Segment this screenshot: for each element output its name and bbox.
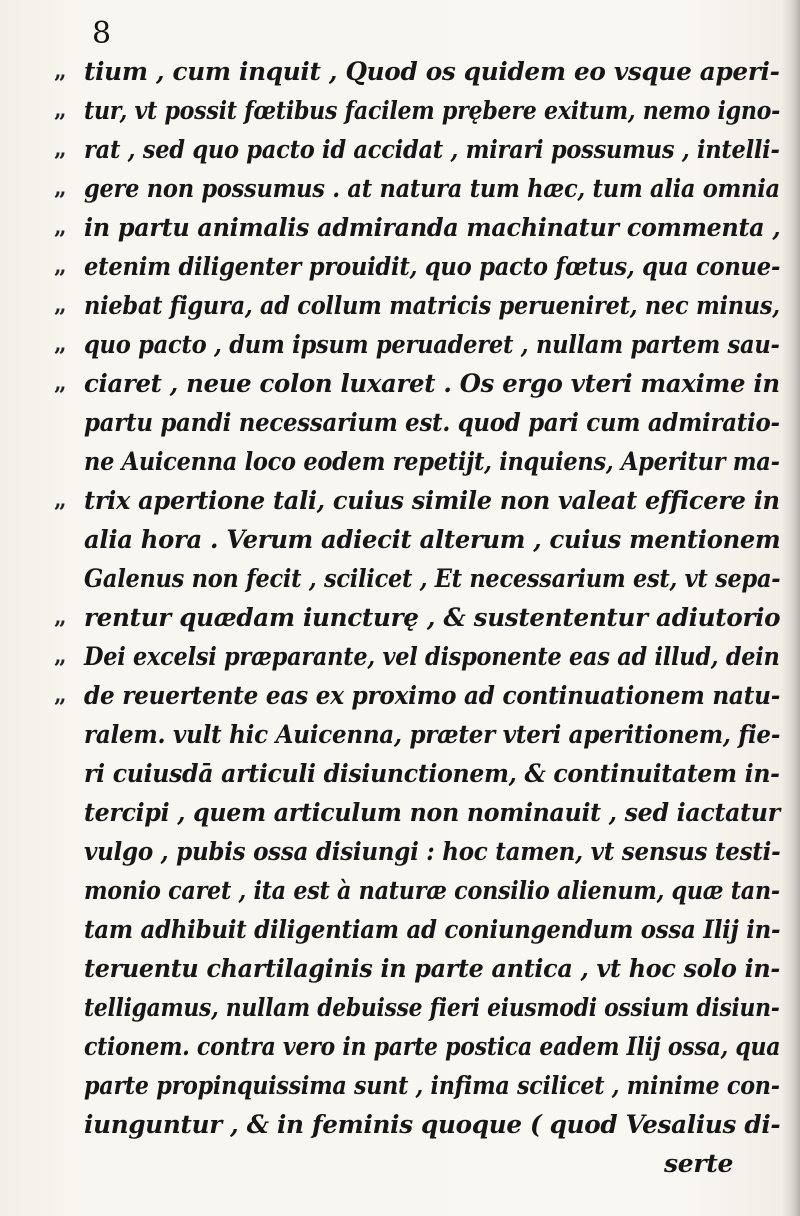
text-line [54,247,784,286]
line-text: monio caret , ita est à naturæ consilio alienum, quæ tan- [84,876,780,905]
text-line [54,637,784,676]
line-text: parte propinquissima sunt , infima scilicet , minime con- [84,1071,780,1100]
quote-mark: „ [54,370,67,396]
quote-mark: „ [54,97,67,123]
text-line [54,286,784,325]
text-line [54,715,784,754]
text-line [54,481,784,520]
text-line [54,871,784,910]
text-line [54,1066,784,1105]
line-text: iunguntur , & in feminis quoque ( quod Vesalius di- [84,1110,781,1139]
line-text: rentur quædam iuncturę , & sustententur adiutorio [84,603,781,632]
text-line [54,949,784,988]
page-number: 8 [92,16,112,51]
line-text: tur, vt possit fœtibus facilem prębere exitum, nemo igno- [84,96,781,125]
text-line [54,91,784,130]
text-line [54,520,784,559]
quote-mark: „ [54,487,67,513]
line-text: trix apertione tali, cuius simile non valeat efficere in [84,486,780,515]
quote-mark: „ [54,214,67,240]
line-text: in partu animalis admiranda machinatur commenta , [84,213,781,242]
text-line [54,1105,784,1144]
text-line [54,676,784,715]
line-text: etenim diligenter prouidit, quo pacto fœtus, qua conue- [84,252,781,281]
line-text: Dei excelsi præparante, vel disponente eas ad illud, dein [84,642,780,671]
text-line [54,832,784,871]
line-text: niebat figura, ad collum matricis perueniret, nec minus, [84,291,780,320]
quote-mark: „ [54,643,67,669]
text-line [54,988,784,1027]
line-text: de reuertente eas ex proximo ad continuationem natu- [84,681,781,710]
line-text: partu pandi necessarium est. quod pari cum admiratio- [84,408,780,437]
line-text: Galenus non fecit , scilicet , Et necessarium est, vt sepa- [84,564,781,593]
page-edge-shadow [782,0,800,1216]
line-text: quo pacto , dum ipsum peruaderet , nullam partem sau- [84,330,780,359]
text-line [54,52,784,91]
text-line [54,754,784,793]
text-line [54,910,784,949]
line-text: ciaret , neue colon luxaret . Os ergo vteri maxime in [84,369,780,398]
body-text [54,52,784,1183]
quote-mark: „ [54,682,67,708]
text-line [54,598,784,637]
text-line [54,208,784,247]
text-line [54,169,784,208]
line-text: tium , cum inquit , Quod os quidem eo vsque aperi- [84,57,780,86]
text-line [54,325,784,364]
line-text: tam adhibuit diligentiam ad coniungendum ossa Ilij in- [84,915,781,944]
line-text: teruentu chartilaginis in parte antica , vt hoc solo in- [84,954,781,983]
line-text: ralem. vult hic Auicenna, præter vteri aperitionem, fie- [84,720,781,749]
line-text: telligamus, nullam debuisse fieri eiusmodi ossium disiun- [84,993,780,1022]
line-text: vulgo , pubis ossa disiungi : hoc tamen, vt sensus testi- [84,837,781,866]
catchword-line [54,1144,784,1183]
quote-mark: „ [54,331,67,357]
text-line [54,364,784,403]
text-line [54,793,784,832]
text-line [54,442,784,481]
quote-mark: „ [54,58,67,84]
quote-mark: „ [54,604,67,630]
line-text: tercipi , quem articulum non nominauit , sed iactatur [84,798,780,827]
text-line [54,130,784,169]
line-text: gere non possumus . at natura tum hæc, tum alia omnia [84,174,780,203]
text-line [54,1027,784,1066]
line-text: ri cuiusdā articuli disiunctionem, & continuitatem in- [84,759,780,788]
line-text: ctionem. contra vero in parte postica eadem Ilij ossa, qua [84,1032,781,1061]
line-text: ne Auicenna loco eodem repetijt, inquiens, Aperitur ma- [84,447,780,476]
quote-mark: „ [54,175,67,201]
catchword: serte [664,1149,734,1178]
line-text: alia hora . Verum adiecit alterum , cuius mentionem [84,525,781,554]
quote-mark: „ [54,292,67,318]
text-line [54,403,784,442]
quote-mark: „ [54,253,67,279]
line-text: rat , sed quo pacto id accidat , mirari possumus , intelli- [84,135,780,164]
text-line [54,559,784,598]
quote-mark: „ [54,136,67,162]
